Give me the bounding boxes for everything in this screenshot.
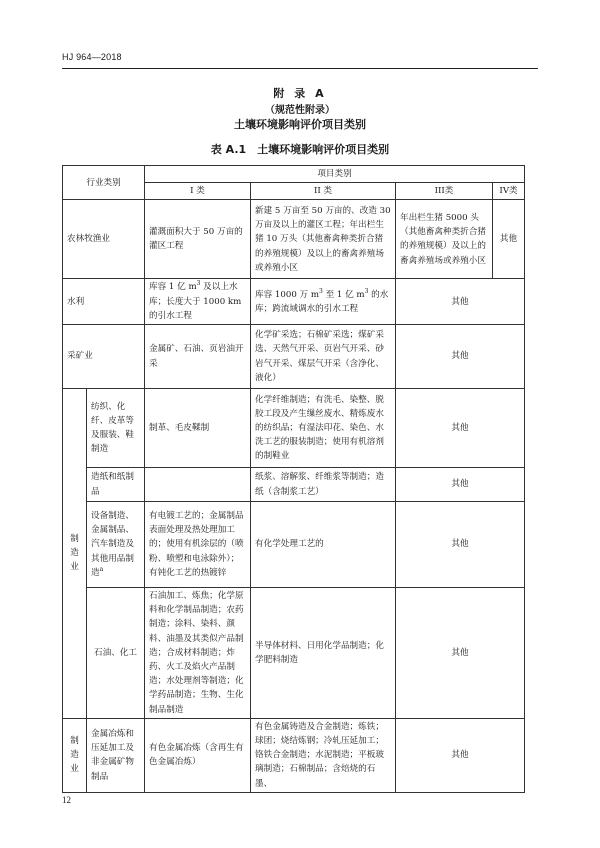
manufacturing-group-label: 制 造 业 (63, 718, 87, 792)
class-i-cell (145, 468, 251, 502)
header-industry: 行业类别 (63, 166, 145, 200)
table-row (63, 279, 525, 325)
class-i-cell: 有色金属冶炼（含再生有色金属冶炼） (145, 718, 251, 792)
header-class-iii: III类 (396, 183, 493, 200)
subindustry-cell: 设备制造、金属制品、汽车制造及其他用品制造$^a$ (87, 502, 145, 588)
header-class-i: I 类 (145, 183, 251, 200)
header-project: 项目类别 (145, 166, 525, 183)
subindustry-cell: 纺织、化纤、皮革等及服装、鞋制造 (87, 389, 145, 468)
table-row (63, 325, 525, 389)
class-iii-cell: 年出栏生猪 5000 头（其他畜禽种类折合猪的养殖规模）及以上的畜禽养殖场或养殖小区 (396, 200, 493, 279)
class-iii-iv-cell: 其他 (396, 279, 525, 325)
industry-cell: 采矿业 (63, 325, 145, 389)
project-category-table (62, 165, 525, 793)
table-caption: 表 A.1 土壤环境影响评价项目类别 (210, 143, 390, 156)
subindustry-cell: 造纸和纸制品 (87, 468, 145, 502)
class-iii-iv-cell: 其他 (396, 588, 525, 719)
class-ii-cell: 新建 5 万亩至 50 万亩的、改造 30 万亩及以上的灌区工程；年出栏生猪 10 万头（其他畜禽种类折合猪的养殖规模）及以上的畜禽养殖场或养殖小区 (251, 200, 396, 279)
page-number: 12 (62, 795, 71, 805)
annex-heading: 土壤环境影响评价项目类别 (234, 118, 366, 131)
class-i-cell: 金属矿、石油、页岩油开采 (145, 325, 251, 389)
class-i-cell: 库容 1 亿 $m^3$ 及以上水库；长度大于 1000 km 的引水工程 (145, 279, 251, 325)
class-i-cell: 制革、毛皮鞣制 (145, 389, 251, 468)
industry-cell: 农林牧渔业 (63, 200, 145, 279)
class-ii-cell: 化学矿采选；石棉矿采选；煤矿采选、天然气开采、页岩气开采、砂岩气开采、煤层气开采（含净化、液化） (251, 325, 396, 389)
header-rule (62, 68, 538, 69)
class-ii-cell: 半导体材料、日用化学品制造；化学肥料制造 (251, 588, 396, 719)
table-row (63, 389, 525, 468)
header-class-ii: II 类 (251, 183, 396, 200)
class-iii-iv-cell: 其他 (396, 389, 525, 468)
class-ii-cell: 库容 1000 万 $m^3$ 至 1 亿 $m^3$ 的水库；跨流域调水的引水工程 (251, 279, 396, 325)
annex-subtitle: （规范性附录） (265, 105, 335, 116)
class-ii-cell: 有色金属铸造及合金制造；炼铁；球团；烧结炼钢；冷轧压延加工；铬铁合金制造；水泥制造；平板玻璃制造；石棉制品；含焙烧的石墨、 (251, 718, 396, 792)
class-iii-iv-cell: 其他 (396, 325, 525, 389)
table-row (63, 468, 525, 502)
doc-code: HJ 964—2018 (62, 52, 122, 62)
class-i-cell: 灌溉面积大于 50 万亩的灌区工程 (145, 200, 251, 279)
class-iii-iv-cell: 其他 (396, 502, 525, 588)
table-row (63, 718, 525, 792)
industry-cell: 水利 (63, 279, 145, 325)
class-i-cell: 石油加工、炼焦；化学原料和化学制品制造；农药制造；涂料、染料、颜料、油墨及其类似产品制造；合成材料制造；炸药、火工及焰火产品制造；水处理剂等制造；化学药品制造；生物、生化制品制造 (145, 588, 251, 719)
subindustry-cell: 金属冶炼和压延加工及非金属矿物制品 (87, 718, 145, 792)
table-row (63, 502, 525, 588)
class-ii-cell: 有化学处理工艺的 (251, 502, 396, 588)
subindustry-cell: 石油、化工 (87, 588, 145, 719)
class-i-cell: 有电镀工艺的；金属制品表面处理及热处理加工的；使用有机涂层的（喷粉、喷塑和电泳除外）；有钝化工艺的热镀锌 (145, 502, 251, 588)
table-row (63, 200, 525, 279)
class-iii-iv-cell: 其他 (396, 468, 525, 502)
annex-title: 附 录 A (273, 87, 327, 100)
class-ii-cell: 化学纤维制造；有洗毛、染整、脱胶工段及产生缫丝废水、精炼废水的纺织品；有湿法印花、染色、水洗工艺的服装制造；使用有机溶剂的制鞋业 (251, 389, 396, 468)
header-class-iv: IV类 (493, 183, 525, 200)
table-row (63, 588, 525, 719)
class-iii-iv-cell: 其他 (396, 718, 525, 792)
class-iv-cell: 其他 (493, 200, 525, 279)
manufacturing-group-label: 制 造 业 (63, 389, 87, 719)
table-header-row (63, 166, 525, 183)
class-ii-cell: 纸浆、溶解浆、纤维浆等制造；造纸（含制浆工艺） (251, 468, 396, 502)
